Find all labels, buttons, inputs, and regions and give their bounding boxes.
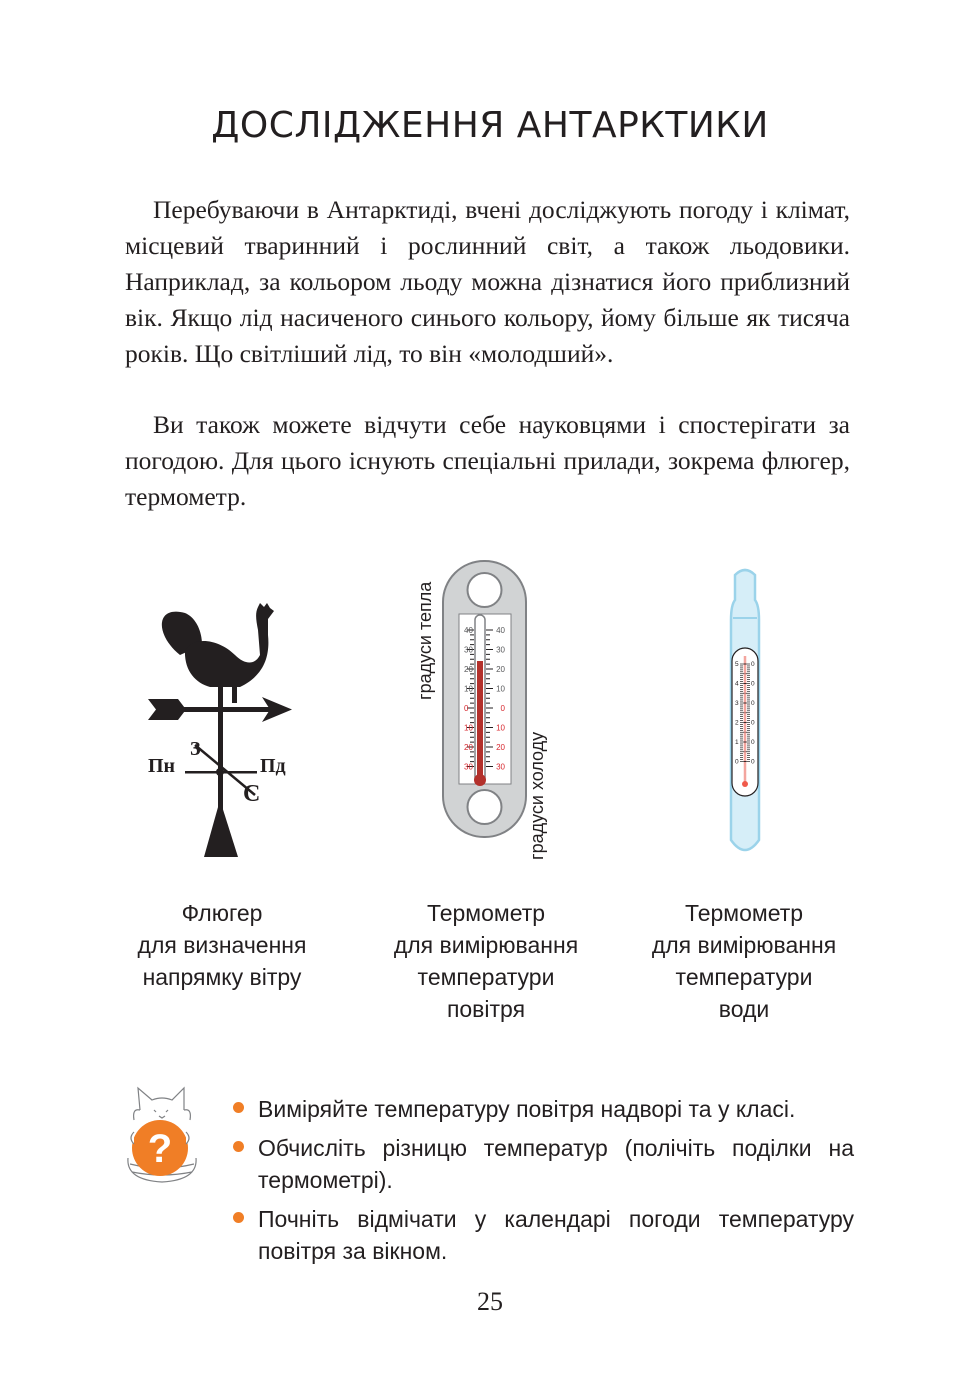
scale-label: 40 — [496, 626, 505, 635]
scale-label: 10 — [464, 723, 473, 733]
bullet-icon — [233, 1141, 244, 1152]
svg-text:?: ? — [147, 1127, 173, 1171]
water-thermometer-illustration — [715, 560, 775, 865]
east-label: С — [243, 781, 261, 807]
scale-label: 10 — [496, 723, 505, 733]
west-label: З — [190, 738, 201, 760]
air-thermometer-caption: Термометр для вимірювання температури повітря — [393, 900, 579, 1022]
scale-label: 30 — [464, 762, 473, 772]
scale-label: 4 — [735, 680, 739, 688]
weathervane-illustration — [140, 595, 300, 865]
page-number: 25 — [477, 1287, 503, 1316]
scale-label: 30 — [496, 762, 505, 772]
bullet-icon — [233, 1212, 244, 1223]
bullet-icon — [233, 1102, 244, 1113]
scale-label: 20 — [496, 665, 505, 674]
list-item: Почніть відмічати у календарі погоди температуру повітря за вікном. — [232, 1203, 854, 1267]
scale-label: 0 — [464, 704, 469, 713]
task-list — [232, 1093, 854, 1274]
scale-label: 0 — [735, 758, 739, 766]
paragraph-1: Перебуваючи в Антарктиді, вчені досліджують погоду і клімат, місцевий тваринний і рослинний світ, а також льодовики. Наприклад, за кольором льоду можна дізнатися його приблизний вік. Якщо лід насиченого синього кольору, йому більше як тисяча років. Що світліший лід, то він «молодший». — [125, 195, 850, 368]
paragraph-2: Ви також можете відчути себе науковцями і спостерігати за погодою. Для цього існують спеціальні прилади, зокрема флюгер, термометр. — [125, 410, 850, 511]
north-label: Пн — [148, 755, 176, 777]
scale-label: 0 — [500, 704, 505, 713]
water-thermometer-caption: Термометр для вимірювання температури води — [651, 900, 837, 1022]
scale-label: 2 — [735, 719, 739, 727]
scale-label: 20 — [464, 665, 473, 674]
air-thermometer-illustration — [405, 555, 565, 865]
question-mark-icon — [122, 1080, 202, 1185]
weathervane-caption: Флюгер для визначення напрямку вітру — [137, 900, 307, 990]
scale-label: 0 — [751, 719, 755, 727]
page-title: ДОСЛІДЖЕННЯ АНТАРКТИКИ — [211, 105, 769, 146]
cold-degrees-label: градуси холоду — [527, 731, 547, 860]
scale-label: 0 — [751, 680, 755, 688]
scale-label: 5 — [735, 661, 739, 668]
scale-label: 0 — [751, 758, 755, 766]
scale-label: 1 — [735, 739, 739, 746]
list-item: Обчисліть різницю температур (полічіть поділки на термометрі). — [232, 1132, 854, 1196]
list-item: Виміряйте температуру повітря надворі та у класі. — [232, 1093, 854, 1125]
scale-label: 20 — [496, 743, 505, 752]
scale-label: 30 — [464, 645, 473, 655]
scale-label: 10 — [496, 684, 505, 694]
scale-label: 30 — [496, 645, 505, 655]
scale-label: 0 — [751, 700, 755, 707]
warm-degrees-label: градуси тепла — [415, 581, 435, 700]
south-label: Пд — [260, 755, 286, 777]
scale-label: 10 — [464, 684, 473, 694]
scale-label: 0 — [751, 739, 755, 746]
scale-label: 20 — [464, 743, 473, 752]
scale-label: 40 — [464, 626, 473, 635]
scale-label: 0 — [751, 661, 755, 668]
scale-label: 3 — [735, 700, 739, 707]
